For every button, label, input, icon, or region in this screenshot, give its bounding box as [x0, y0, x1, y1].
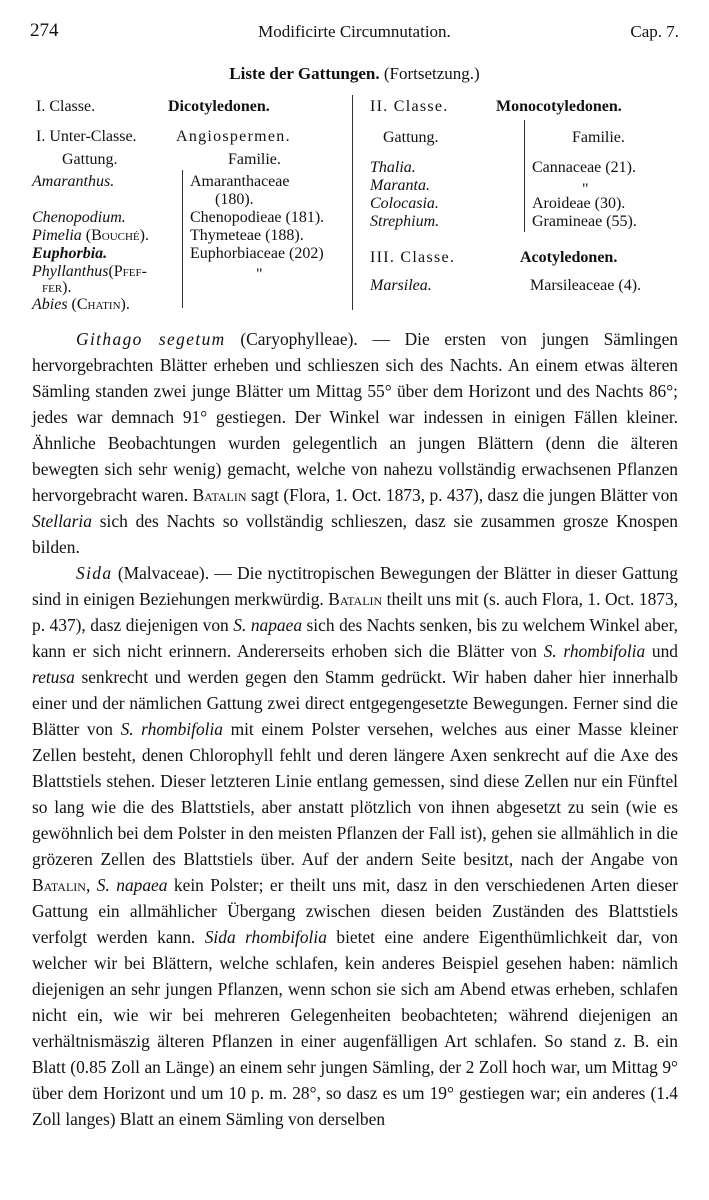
subclass-label: I. Unter-Classe. — [36, 128, 137, 145]
family: (180). — [215, 191, 254, 208]
paragraph-githago: Githago segetum (Caryophylleae). — Die ersten von jungen Sämlingen hervorgebrachten Blätter erheben und schlieszen sich des Nachts. An einem etwas älteren Sämling standen zwei junge Blätter um Mittag 55° über dem Horizont und des Nachts 86°; jedes war demnach 91° gestiegen. Der Winkel war indessen in einigen Fällen kleiner. Ähnliche Beobachtungen wurden gelegentlich an jungen Blättern (denn die älteren bewegten sich sehr wenig) gemacht, welche von nahezu vollständig erwachsenen Pflanzen hervorgebracht waren. Batalin sagt (Flora, 1. Oct. 1873, p. 437), dasz die jungen Blätter von Stellaria sich des Nachts so vollständig schlieszen, dasz sie zusammen grosze Knospen bilden. — [32, 329, 678, 557]
author: fer). — [42, 279, 72, 296]
class2-divider — [524, 120, 525, 232]
genus: Thalia. — [370, 159, 416, 176]
running-title: Modificirte Circumnutation. — [258, 22, 451, 41]
class1-col-genus: Gattung. — [62, 151, 118, 168]
genus: Colocasia. — [370, 195, 439, 212]
genus-with-author: Phyllanthus(Pfef- — [32, 263, 147, 280]
class2-heading: II. Classe. — [370, 98, 449, 115]
class1-divider — [182, 170, 183, 308]
chapter-label: Cap. 7. — [630, 22, 679, 41]
class1-heading-name: Dicotyledonen. — [168, 98, 270, 115]
family: Euphorbiaceae (202) — [190, 245, 324, 262]
class2-col-genus: Gattung. — [383, 129, 439, 146]
class3-heading-name: Acotyledonen. — [520, 249, 618, 266]
genus: Amaranthus. — [32, 173, 115, 190]
family: Cannaceae (21). — [532, 159, 636, 176]
genus-with-author: Pimelia (Bouché). — [32, 227, 149, 244]
class1-heading-num: I. Classe. — [36, 98, 96, 115]
family: Thymeteae (188). — [190, 227, 304, 244]
family: Aroideae (30). — [532, 195, 626, 212]
class2-col-family: Familie. — [572, 129, 625, 146]
page-number: 274 — [30, 20, 59, 41]
body-text — [32, 326, 678, 1132]
class3-heading-num: III. Classe. — [370, 249, 456, 266]
family-ditto: " — [582, 181, 589, 198]
section-divider — [352, 95, 353, 310]
family-ditto: " — [256, 266, 263, 283]
genus: Maranta. — [370, 177, 430, 194]
family: Chenopodieae (181). — [190, 209, 325, 226]
genus-with-author: Abies (Chatin). — [32, 296, 130, 313]
genus: Strephium. — [370, 213, 440, 230]
genus: Chenopodium. — [32, 209, 126, 226]
genus: Euphorbia. — [32, 245, 108, 262]
list-title — [0, 64, 709, 84]
list-title-cont: (Fortsetzung.) — [383, 64, 480, 83]
genus: Marsilea. — [370, 277, 432, 294]
paragraph-sida: Sida (Malvaceae). — Die nyctitropischen Bewegungen der Blätter in dieser Gattung sind in einigen Beziehungen merkwürdig. Batalin theilt uns mit (s. auch Flora, 1. Oct. 1873, p. 437), dasz diejenigen von S. napaea sich des Nachts senken, bis zu welchem Winkel aber, kann er sich nicht erinnern. Andererseits erhoben sich die Blätter von S. rhombifolia und retusa senkrecht und werden gegen den Stamm gedrückt. Wir haben daher hier innerhalb einer und der nämlichen Gattung zwei direct entgegengesetzte Bewegungen. Ferner sind die Blätter von S. rhombifolia mit einem Polster versehen, welches aus einer Masse kleiner Zellen besteht, denen Chlorophyll fehlt und deren längere Axen senkrecht auf die Axe des Blattstiels stehen. Dieser letzteren Linie entlang gemessen, sind diese Zellen nur ein Fünftel so lang wie die des Blattstiels, aber anstatt plötzlich von ihnen abgesetzt zu sein (wie es gewöhnlich bei dem Polster in den meisten Pflanzen der Fall ist), gehen sie allmählich in die grözeren Zellen des Blattstiels über. Auf der andern Seite besitzt, nach der Angabe von Batalin, S. napaea kein Polster; er theilt uns mit, dasz in den verschiedenen Arten dieser Gattung ein allmählicher Übergang zwischen diesen beiden Zuständen des Blattstiels verfolgt werden kann. Sida rhombifolia bietet eine andere Eigenthümlichkeit dar, von welcher wir bei Blättern, welche schlafen, kein anderes Beispiel gesehen haben: nämlich diejenigen an sehr jungen Pflanzen, wenn schon sie sich am Abend etwas erheben, schlafen nicht ein, wie wir bei mehreren Gelegenheiten beobachteten; während diejenigen an verhältnismäszig älteren Pflanzen in einer augenfälligen Art schlafen. So stand z. B. ein Blatt (0.85 Zoll an Länge) an einem sehr jungen Sämling, der 2 Zoll hoch war, um Mittag 9° über dem Horizont und um 10 p. m. 28°, so dasz es um 19° gestiegen war; ein anderes (1.4 Zoll langes) Blatt an einem Sämling von derselben — [32, 563, 679, 1129]
family: Marsileaceae (4). — [530, 277, 642, 294]
subclass-name: Angiospermen. — [176, 128, 291, 145]
class2-heading-name: Monocotyledonen. — [496, 98, 622, 115]
family: Amaranthaceae — [190, 173, 290, 190]
list-title-main: Liste der Gattungen. — [229, 64, 380, 83]
running-header — [30, 20, 679, 46]
class1-col-family: Familie. — [228, 151, 281, 168]
family: Gramineae (55). — [532, 213, 637, 230]
